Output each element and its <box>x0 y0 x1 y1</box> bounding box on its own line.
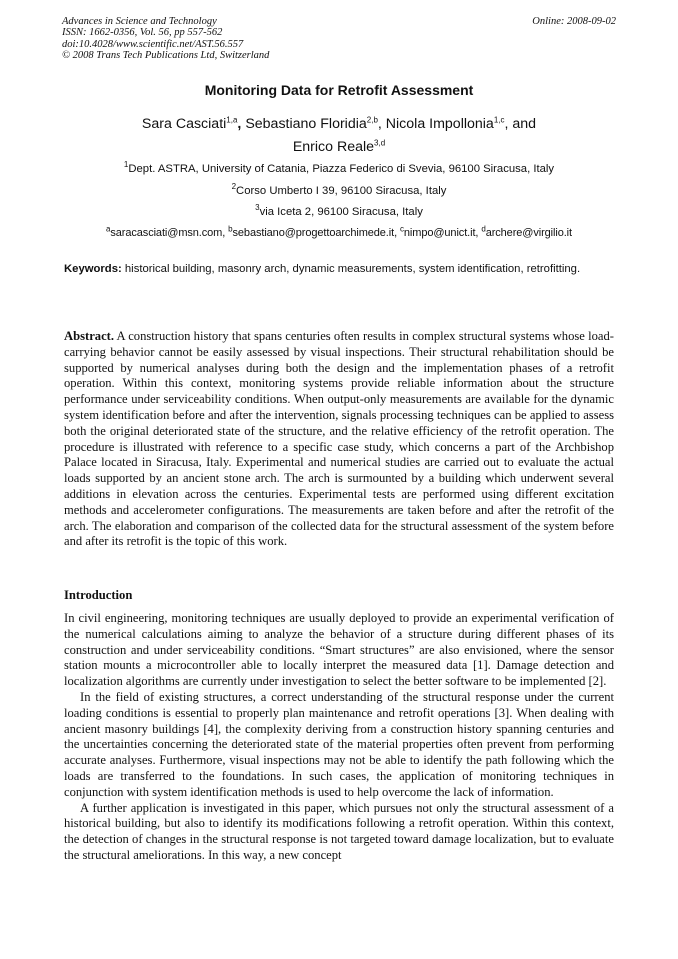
introduction-body <box>64 611 614 864</box>
author-2: Sebastiano Floridia$^{2,b}$, <box>245 115 386 132</box>
author-list <box>0 113 678 159</box>
author-1: Sara Casciati$^{1,a}$, <box>141 115 246 132</box>
online-date: Online: 2008-09-02 <box>532 16 616 27</box>
affiliation-1: $^1$Dept. ASTRA, University of Catania, Piazza Federico di Svevia, 96100 Siracusa, Italy <box>123 160 555 175</box>
email-d[interactable]: $^d$archere@virgilio.it <box>481 224 572 239</box>
section-heading-introduction: Introduction <box>64 588 133 602</box>
affiliation-3: $^3$via Iceta 2, 96100 Siracusa, Italy <box>255 203 423 218</box>
email-c[interactable]: $^c$nimpo@unict.it, <box>399 224 482 239</box>
doi-line: doi:10.4028/www.scientific.net/AST.56.557 <box>62 38 244 50</box>
running-header <box>62 16 616 62</box>
intro-paragraph-3: A further application is investigated in this paper, which pursues not only the structural assessment of a historical building, but also to identify its modifications following a retrofit operation. Within this context, the detection of changes in the structural response is not targeted toward damage localization, but to evaluate the structural ameliorations. In this way, a new concept <box>64 800 614 862</box>
keywords <box>64 262 614 277</box>
abstract <box>64 329 614 550</box>
copyright-line: © 2008 Trans Tech Publications Ltd, Switzerland <box>62 50 270 62</box>
affiliation-2: $^2$Corso Umberto I 39, 96100 Siracusa, Italy <box>231 182 447 197</box>
paper-title: Monitoring Data for Retrofit Assessment <box>204 82 474 98</box>
email-list <box>0 224 678 239</box>
issn-line: ISSN: 1662-0356, Vol. 56, pp 557-562 <box>62 27 223 39</box>
keywords-label: Keywords: <box>64 263 122 275</box>
email-a[interactable]: $^a$saracasciati@msn.com, <box>106 224 229 239</box>
keywords-text: historical building, masonry arch, dynamic measurements, system identification, retrofitting. <box>121 263 581 275</box>
abstract-text: A construction history that spans centuries often results in complex structural systems whose load-carrying behavior cannot be easily assessed by visual inspections. Their structural rehabilitation should be supported by numerical analyses during both the design and the implementation phases of a retrofit operation. Within this context, monitoring systems provide reliable information about the structure performance under serviceability conditions. When output-only measurements are available for the dynamic system identification before and after the intervention, signals processing techniques can be applied to assess both the original deteriorated state of the structure, and the relative efficiency of the retrofit operation. The procedure is illustrated with reference to a specific case study, which concerns a part of the Archbishop Palace located in Siracusa, Italy. Experimental and numerical studies are carried out to evaluate the actual loads supported by an ancient stone arch. The arch is surmounted by a building which underwent several additions in elevation across the centuries. Experimental tests are performed using different excitation methods and accelerometer configurations. The measurements are taken before and after the retrofit of the arch. The elaboration and comparison of the collected data for the structural assessment of the system before and after its retrofit is the topic of this work. <box>64 329 614 549</box>
email-b[interactable]: $^b$sebastiano@progettoarchimede.it, <box>228 224 400 239</box>
journal-name: Advances in Science and Technology <box>62 16 217 27</box>
author-3: Nicola Impollonia$^{1,c}$, and <box>385 115 537 132</box>
abstract-label: Abstract. <box>64 329 115 343</box>
intro-paragraph-1: In civil engineering, monitoring techniques are usually deployed to provide an experimental verification of the numerical calculations aiming to analyze the behavior of a structure during different phases of its construction and under serviceability conditions. “Smart structures” are also envisioned, where the sensor station mounts a microcontroller able to locally interpret the measured data [1]. Damage detection and localization algorithms are currently under investigation to select the better software to be implemented [2]. <box>64 611 614 689</box>
intro-paragraph-2: In the field of existing structures, a correct understanding of the structural response under the current loading conditions is essential to properly plan maintenance and retrofit operations [3]. When dealing with ancient masonry buildings [4], the complexity deriving from a construction history spanning centuries and the uncertainties concerning the deteriorated state of the material properties often prevent from performing accurate analyses. Furthermore, visual inspections may not be able to identify the path following which the loads are transferred to the foundations. In such cases, the application of monitoring techniques in conjunction with system identification methods is used to help overcome the lack of information. <box>64 689 614 799</box>
author-4: Enrico Reale$^{3,d}$ <box>292 138 386 155</box>
